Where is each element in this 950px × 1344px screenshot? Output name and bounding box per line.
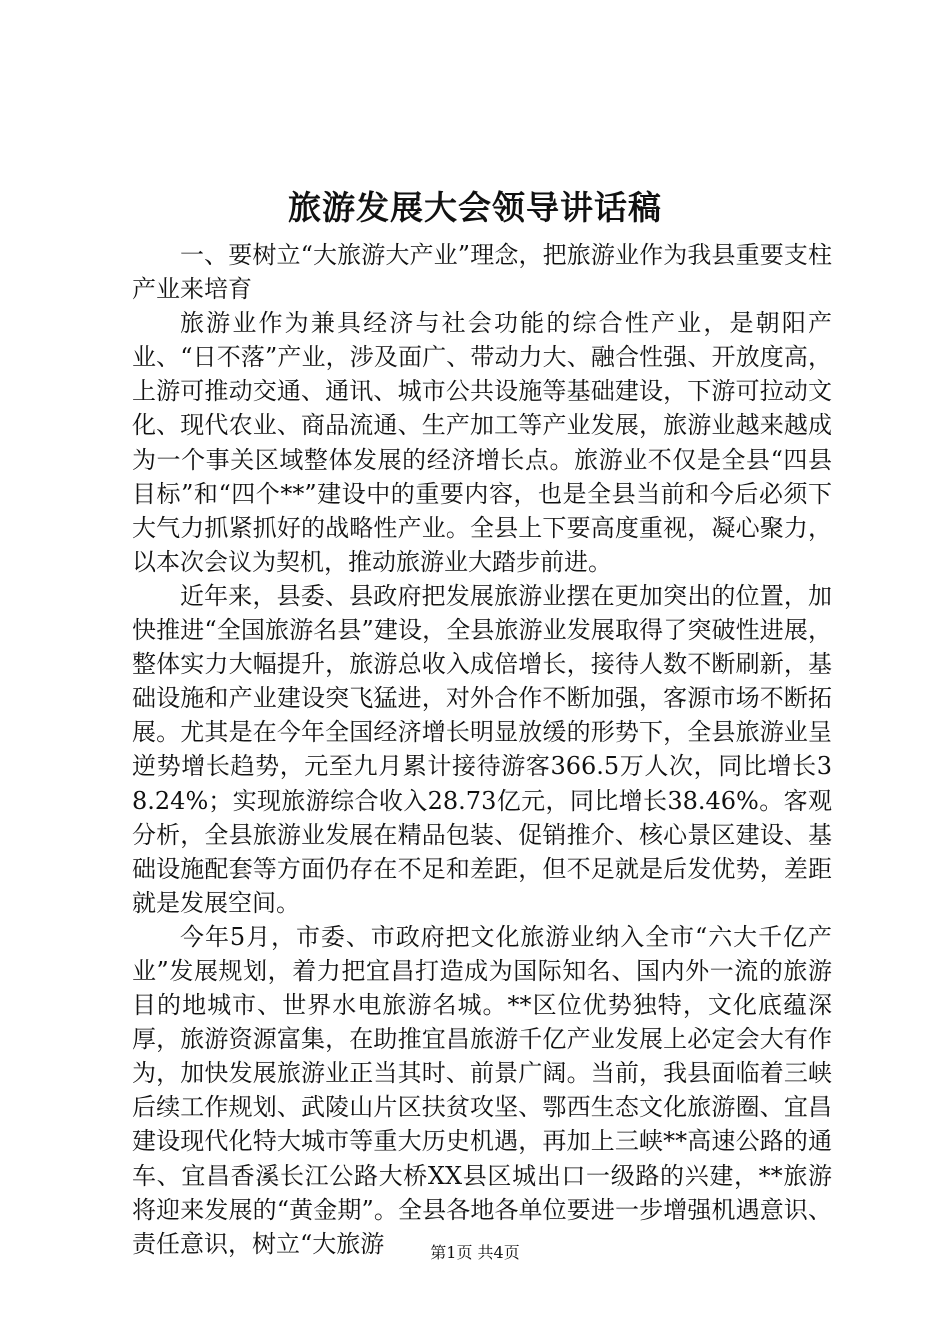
document-title: 旅游发展大会领导讲话稿 [288,188,662,227]
document-body [132,238,832,1261]
page-number-footer: 第1页 共4页 [430,1243,520,1262]
paragraph: 今年5月，市委、市政府把文化旅游业纳入全市“六大千亿产业”发展规划，着力把宜昌打造成为国际知名、国内外一流的旅游目的地城市、世界水电旅游名城。**区位优势独特，文化底蕴深厚，旅游资源富集，在助推宜昌旅游千亿产业发展上必定会大有作为，加快发展旅游业正当其时、前景广阔。当前，我县面临着三峡后续工作规划、武陵山片区扶贫攻坚、鄂西生态文化旅游圈、宜昌建设现代化特大城市等重大历史机遇，再加上三峡**高速公路的通车、宜昌香溪长江公路大桥XX县区城出口一级路的兴建，**旅游将迎来发展的“黄金期”。全县各地各单位要进一步增强机遇意识、责任意识，树立“大旅游 [132,922,832,1258]
section-heading: 一、要树立“大旅游大产业”理念，把旅游业作为我县重要支柱产业来培育 [132,241,832,304]
paragraph: 旅游业作为兼具经济与社会功能的综合性产业，是朝阳产业、“日不落”产业，涉及面广、带动力大、融合性强、开放度高，上游可推动交通、通讯、城市公共设施等基础建设，下游可拉动文化、现代农业、商品流通、生产加工等产业发展，旅游业越来越成为一个事关区域整体发展的经济增长点。旅游业不仅是全县“四县目标”和“四个**”建设中的重要内容，也是全县当前和今后必须下大气力抓紧抓好的战略性产业。全县上下要高度重视，凝心聚力，以本次会议为契机，推动旅游业大踏步前进。 [132,309,832,576]
paragraph: 近年来，县委、县政府把发展旅游业摆在更加突出的位置，加快推进“全国旅游名县”建设，全县旅游业发展取得了突破性进展，整体实力大幅提升，旅游总收入成倍增长，接待人数不断刷新，基础设施和产业建设突飞猛进，对外合作不断加强，客源市场不断拓展。尤其是在今年全国经济增长明显放缓的形势下，全县旅游业呈逆势增长趋势，元至九月累计接待游客366.5万人次，同比增长38.24%；实现旅游综合收入28.73亿元，同比增长38.46%。客观分析，全县旅游业发展在精品包装、促销推介、核心景区建设、基础设施配套等方面仍存在不足和差距，但不足就是后发优势，差距就是发展空间。 [132,581,832,917]
